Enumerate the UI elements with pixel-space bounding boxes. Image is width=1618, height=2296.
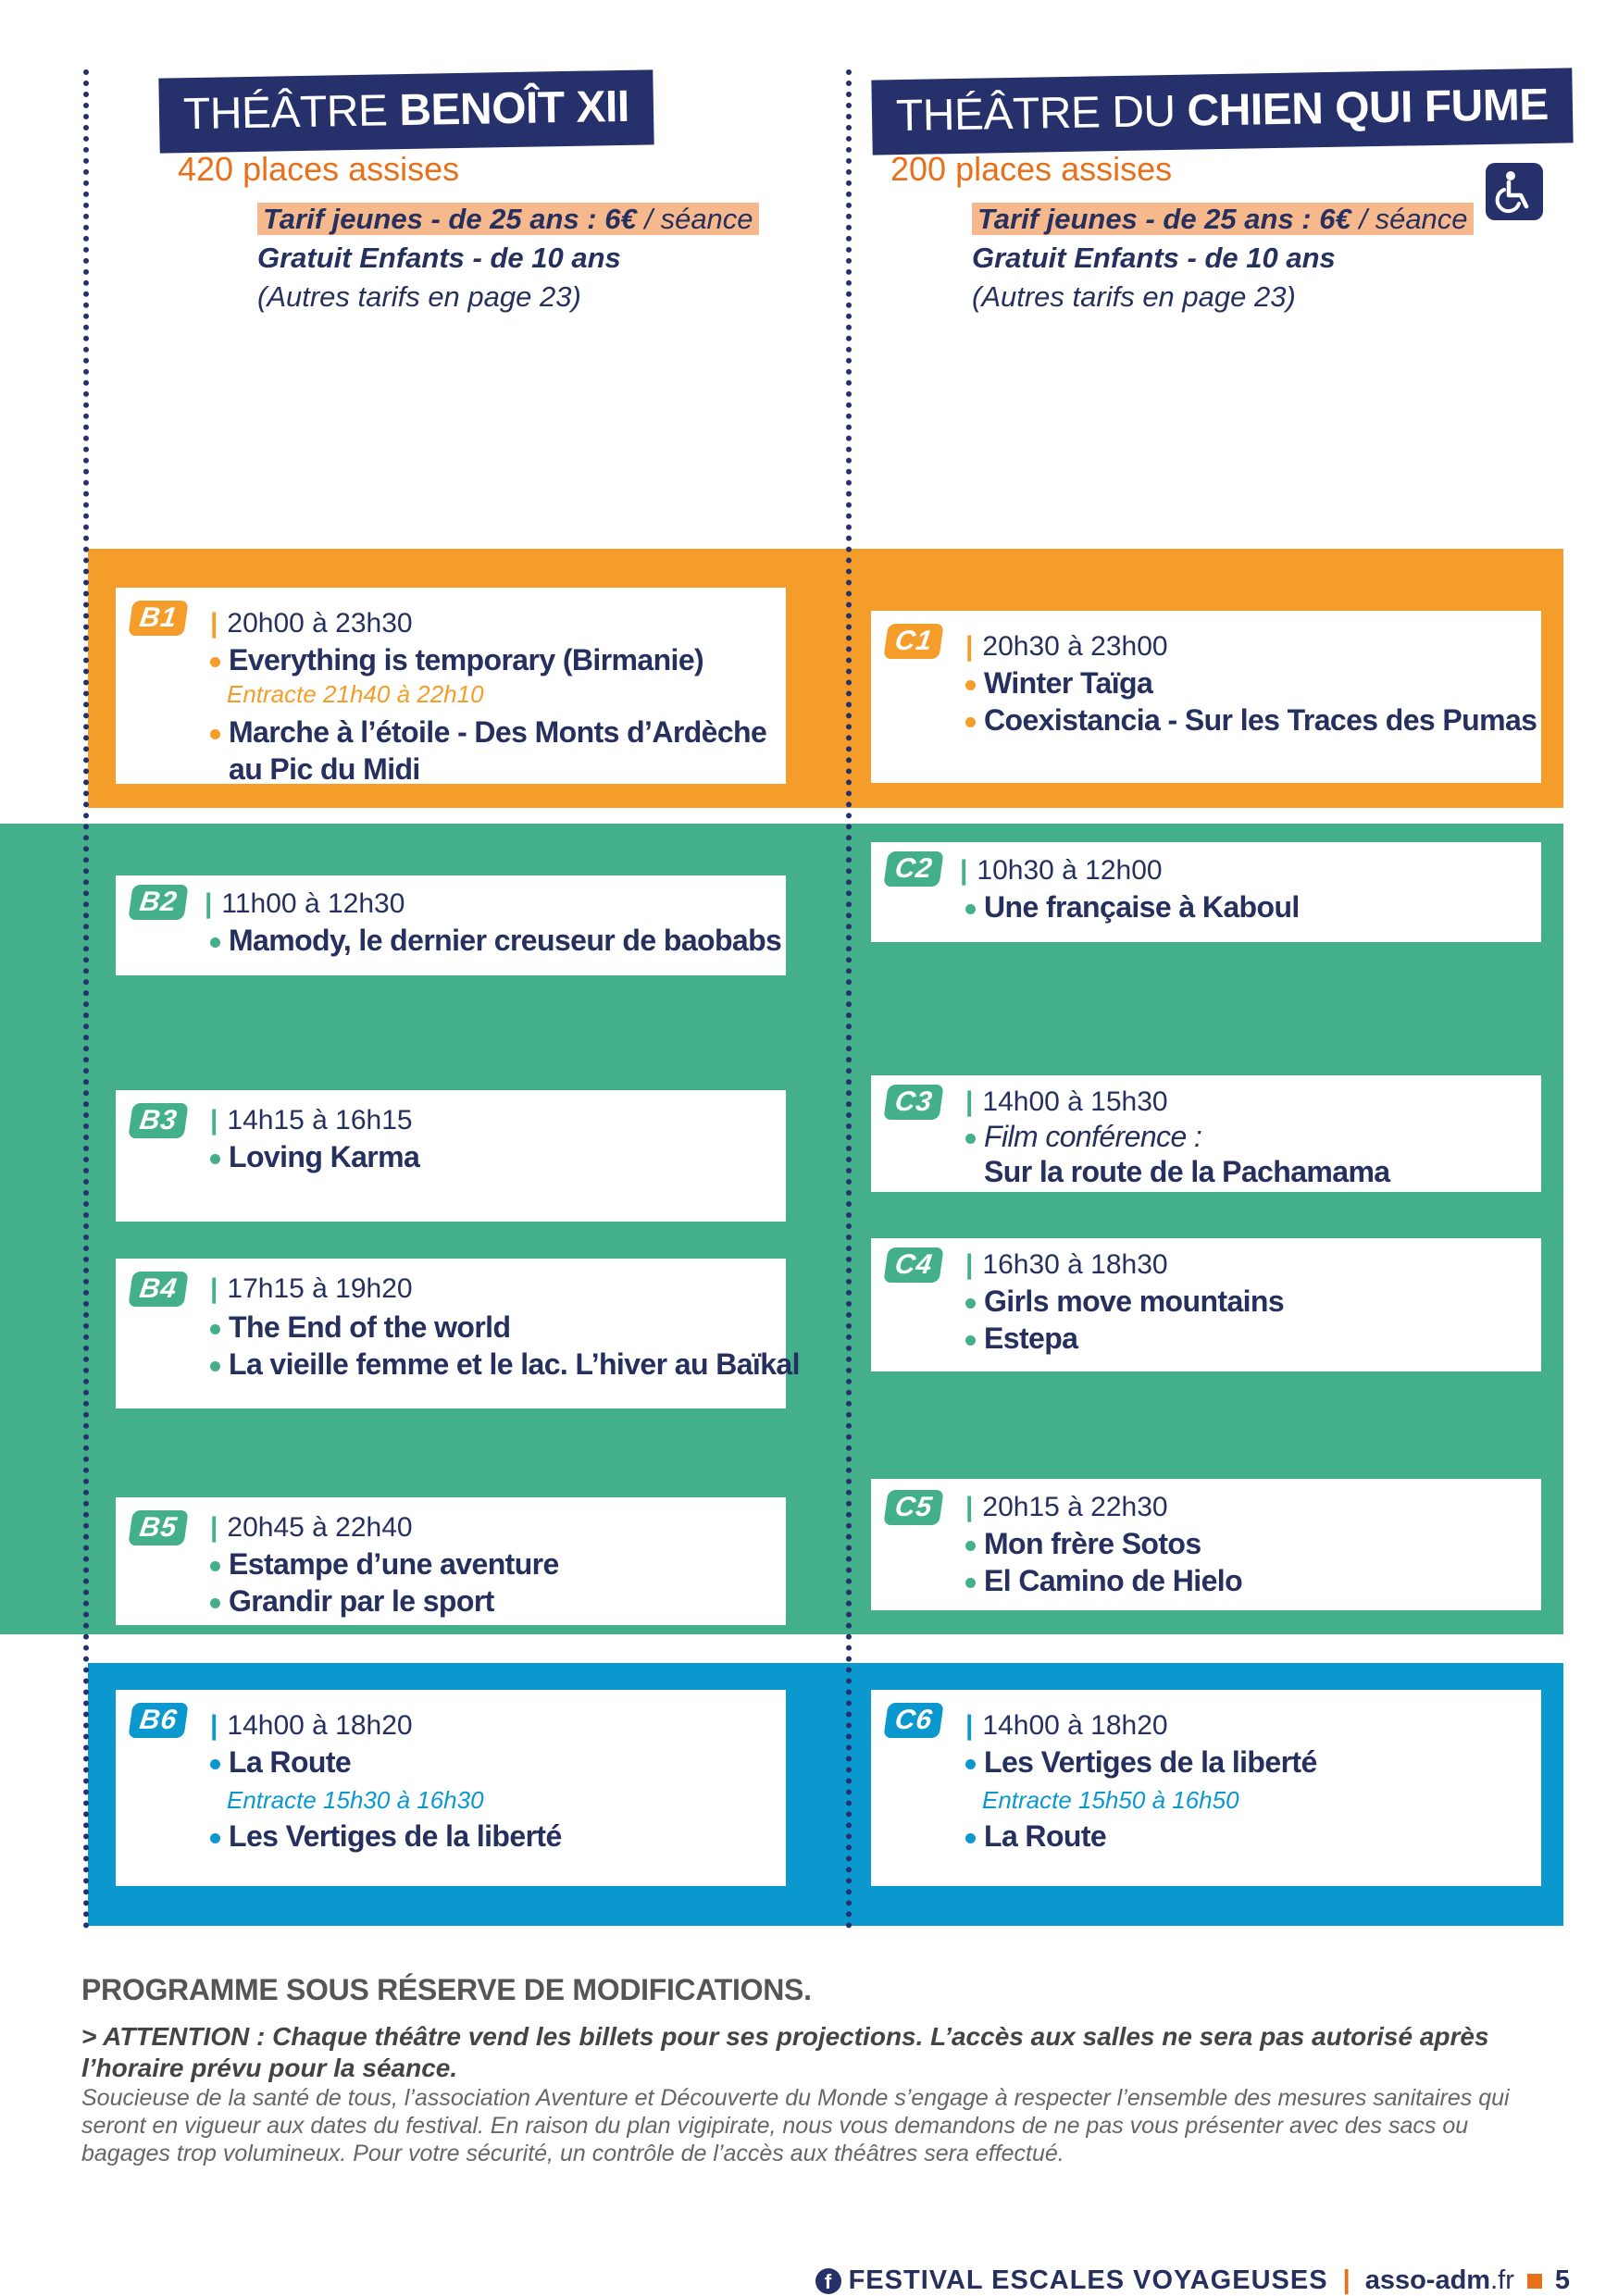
session-time: | 14h00 à 18h20 xyxy=(965,1710,1168,1741)
film-title: La vieille femme et le lac. L’hiver au Baïkal xyxy=(210,1346,800,1383)
film-title: Loving Karma xyxy=(210,1138,419,1175)
session-code-badge: C5 xyxy=(883,1490,944,1525)
session-code-badge: B2 xyxy=(128,885,189,920)
film-title: Marche à l’étoile - Des Monts d’Ardèche xyxy=(210,714,766,751)
page-footer xyxy=(815,2265,1570,2296)
places-count: 200 places assises xyxy=(890,150,1173,188)
session-card-c5 xyxy=(871,1479,1541,1610)
theatre-title-name: CHIEN QUI FUME xyxy=(1187,80,1550,136)
session-card-b6 xyxy=(116,1690,786,1886)
session-code-badge: C2 xyxy=(883,851,944,887)
film-title: Estampe d’une aventure xyxy=(210,1545,559,1582)
session-card-b1 xyxy=(116,588,786,784)
session-time: | 20h15 à 22h30 xyxy=(965,1492,1168,1522)
film-title: La Route xyxy=(210,1744,351,1781)
film-title: Grandir par le sport xyxy=(210,1582,494,1620)
dotted-divider-left xyxy=(83,69,89,1930)
session-card-b2 xyxy=(116,875,786,975)
session-code-badge: C1 xyxy=(883,624,944,659)
tarif-jeunes: Tarif jeunes - de 25 ans : 6€ / séance xyxy=(257,203,759,235)
gratuit-enfants: Gratuit Enfants - de 10 ans xyxy=(972,242,1336,274)
film-title: Une française à Kaboul xyxy=(965,888,1300,925)
session-time: | 10h30 à 12h00 xyxy=(960,855,1163,886)
theatre-title-prefix: THÉÂTRE xyxy=(182,86,388,140)
session-code-badge: B5 xyxy=(128,1510,189,1545)
film-title: Estepa xyxy=(965,1320,1077,1357)
session-time: | 14h00 à 15h30 xyxy=(965,1086,1168,1117)
entracte-note: Entracte 15h30 à 16h30 xyxy=(227,1786,484,1814)
film-subtitle: Film conférence : xyxy=(965,1118,1201,1155)
theatre-title-chien xyxy=(871,68,1573,155)
wheelchair-icon xyxy=(1486,163,1543,220)
session-card-c2 xyxy=(871,842,1541,942)
session-time: | 14h15 à 16h15 xyxy=(210,1105,413,1136)
gratuit-enfants: Gratuit Enfants - de 10 ans xyxy=(257,242,621,274)
film-title: Mon frère Sotos xyxy=(965,1525,1201,1562)
session-card-b3 xyxy=(116,1090,786,1222)
session-card-c1 xyxy=(871,611,1541,783)
session-code-badge: B3 xyxy=(128,1103,189,1138)
session-time: | 16h30 à 18h30 xyxy=(965,1249,1168,1280)
dotted-divider-center xyxy=(846,69,852,1930)
film-title: Sur la route de la Pachamama xyxy=(984,1155,1390,1188)
session-card-c3 xyxy=(871,1075,1541,1192)
session-time: | 20h30 à 23h00 xyxy=(965,631,1168,662)
session-code-badge: C3 xyxy=(883,1085,944,1120)
theatre-title-prefix: THÉÂTRE DU xyxy=(895,86,1176,142)
film-title: La Route xyxy=(965,1818,1106,1855)
film-title: Les Vertiges de la liberté xyxy=(965,1744,1317,1781)
session-code-badge: C6 xyxy=(883,1703,944,1738)
website-link[interactable]: asso-adm.fr xyxy=(1364,2265,1514,2295)
places-count: 420 places assises xyxy=(178,150,460,188)
festival-name: FESTIVAL ESCALES VOYAGEUSES xyxy=(848,2265,1328,2295)
session-card-c6 xyxy=(871,1690,1541,1886)
film-title: Coexistancia - Sur les Traces des Pumas xyxy=(965,701,1537,738)
theatre-title-benoit xyxy=(158,69,653,153)
session-code-badge: B4 xyxy=(128,1272,189,1307)
notice-body: Soucieuse de la santé de tous, l’association Aventure et Découverte du Monde s’engage à respecter l’ensemble des mesures sanitaires qui seront en vigueur aux dates du festival. En raison du plan vigipirate, nous vous demandons de ne pas vous présenter avec des sacs ou bagages trop volumineux. Pour votre sécurité, un contrôle de l’accès aux théâtres sera effectué. xyxy=(81,2085,1510,2166)
theatre-title-name: BENOÎT XII xyxy=(398,81,630,136)
session-time: | 14h00 à 18h20 xyxy=(210,1710,413,1741)
session-card-c4 xyxy=(871,1238,1541,1371)
session-time: | 11h00 à 12h30 xyxy=(205,888,405,919)
session-time: | 20h00 à 23h30 xyxy=(210,608,413,639)
notice-attention: > ATTENTION : Chaque théâtre vend les billets pour ses projections. L’accès aux salles ne sera pas autorisé après l’horaire prévu pour la séance. xyxy=(81,2022,1489,2082)
film-title: Les Vertiges de la liberté xyxy=(210,1818,562,1855)
footer-separator: | xyxy=(1342,2265,1350,2295)
tarif-block xyxy=(972,200,1474,316)
page-number: 5 xyxy=(1554,2265,1570,2295)
entracte-note: Entracte 21h40 à 22h10 xyxy=(227,680,484,708)
tarif-block xyxy=(257,200,759,316)
session-code-badge: B1 xyxy=(128,601,189,636)
film-title-continued: au Pic du Midi xyxy=(229,752,420,786)
session-card-b5 xyxy=(116,1497,786,1625)
film-title: Mamody, le dernier creuseur de baobabs xyxy=(210,922,781,959)
autres-tarifs: (Autres tarifs en page 23) xyxy=(972,280,1296,313)
film-title: Winter Taïga xyxy=(965,664,1152,701)
session-time: | 20h45 à 22h40 xyxy=(210,1512,413,1543)
film-title: Everything is temporary (Birmanie) xyxy=(210,641,703,678)
tarif-jeunes: Tarif jeunes - de 25 ans : 6€ / séance xyxy=(972,203,1474,235)
film-title: Girls move mountains xyxy=(965,1283,1284,1320)
facebook-icon[interactable]: f xyxy=(815,2268,841,2294)
notice-heading: PROGRAMME SOUS RÉSERVE DE MODIFICATIONS. xyxy=(81,1973,812,2006)
autres-tarifs: (Autres tarifs en page 23) xyxy=(257,280,581,313)
film-title: The End of the world xyxy=(210,1309,510,1346)
orange-square-icon xyxy=(1527,2274,1542,2289)
session-code-badge: C4 xyxy=(883,1247,944,1283)
entracte-note: Entracte 15h50 à 16h50 xyxy=(982,1786,1239,1814)
session-time: | 17h15 à 19h20 xyxy=(210,1273,413,1304)
session-code-badge: B6 xyxy=(128,1703,189,1738)
session-card-b4 xyxy=(116,1259,800,1409)
film-title: El Camino de Hielo xyxy=(965,1562,1242,1599)
